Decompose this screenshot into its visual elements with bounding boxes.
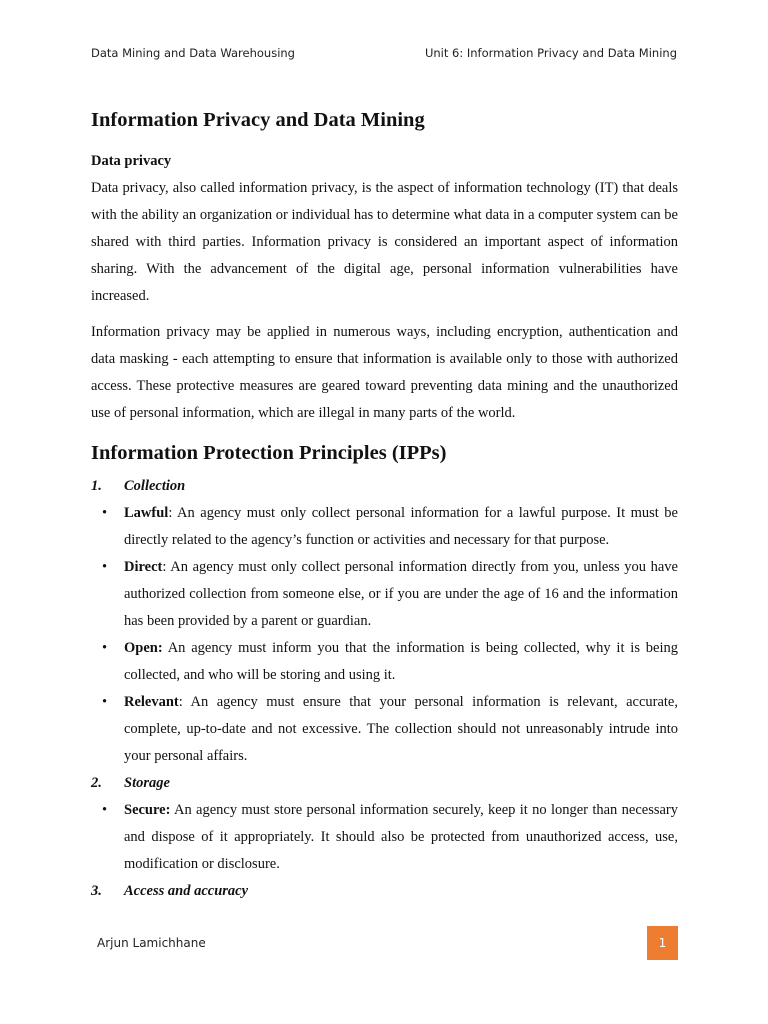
item-separator: : <box>162 559 167 575</box>
header-left: Data Mining and Data Warehousing <box>91 46 295 60</box>
list-item <box>91 554 678 635</box>
data-privacy-heading: Data privacy <box>91 153 172 169</box>
list-item <box>91 500 678 554</box>
item-term: Open: <box>124 640 163 656</box>
section-number: 1. <box>91 478 102 494</box>
item-text: An agency must store personal information securely, keep it no longer than necessary and dispose of it appropriately. It should also be protected from unauthorized access, use, modification or disclosure. <box>124 802 678 872</box>
list-item <box>91 797 678 878</box>
item-term: Direct <box>124 559 163 575</box>
page-title: Information Privacy and Data Mining <box>91 109 425 131</box>
section-title: Storage <box>124 775 170 791</box>
section-title: Collection <box>124 478 186 494</box>
data-privacy-paragraph-2: Information privacy may be applied in numerous ways, including encryption, authentication and data masking - each attempting to ensure that information is available only to those with authorized access. These protective measures are geared toward preventing data mining and the unauthorized use of personal information, which are illegal in many parts of the world. <box>91 324 678 421</box>
item-text: An agency must only collect personal information directly from you, unless you have authorized collection from someone else, or if you are under the age of 16 and the information has been provided by a parent or guardian. <box>124 559 678 629</box>
bullet-icon: • <box>102 802 108 818</box>
bullet-icon: • <box>102 505 108 521</box>
bullet-icon: • <box>102 640 108 656</box>
collection-list <box>91 500 678 770</box>
ipp-heading: Information Protection Principles (IPPs) <box>91 442 447 464</box>
bullet-icon: • <box>102 694 108 710</box>
item-term: Secure: <box>124 802 171 818</box>
storage-list <box>91 797 678 878</box>
bullet-icon: • <box>102 559 108 575</box>
item-separator: : <box>178 694 183 710</box>
section-title: Access and accuracy <box>124 883 249 899</box>
data-privacy-paragraph-1: Data privacy, also called information privacy, is the aspect of information technology (IT) that deals with the ability an organization or individual has to determine what data in a computer system can be shared with third parties. Information privacy is considered an important aspect of information sharing. With the advancement of the digital age, personal information vulnerabilities have increased. <box>91 180 678 304</box>
item-text: An agency must ensure that your personal information is relevant, accurate, complete, up-to-date and not excessive. The collection should not unreasonably intrude into your personal affairs. <box>124 694 678 764</box>
page-content <box>91 106 678 905</box>
numbered-heading-storage <box>91 770 678 797</box>
section-number: 2. <box>91 775 102 791</box>
numbered-heading-collection <box>91 473 678 500</box>
item-term: Lawful <box>124 505 169 521</box>
item-text: An agency must only collect personal information for a lawful purpose. It must be directly related to the agency’s function or activities and necessary for that purpose. <box>124 505 678 548</box>
item-text: An agency must inform you that the information is being collected, why it is being collected, and who will be storing and using it. <box>124 640 678 683</box>
footer-author: Arjun Lamichhane <box>97 936 206 950</box>
header-right: Unit 6: Information Privacy and Data Mining <box>424 46 677 60</box>
item-separator: : <box>168 505 173 521</box>
numbered-heading-access-accuracy <box>91 878 678 905</box>
section-number: 3. <box>91 883 102 899</box>
item-term: Relevant <box>124 694 179 710</box>
list-item <box>91 635 678 689</box>
page-number-badge: 1 <box>647 926 678 960</box>
list-item <box>91 689 678 770</box>
ipp-section <box>91 439 678 905</box>
